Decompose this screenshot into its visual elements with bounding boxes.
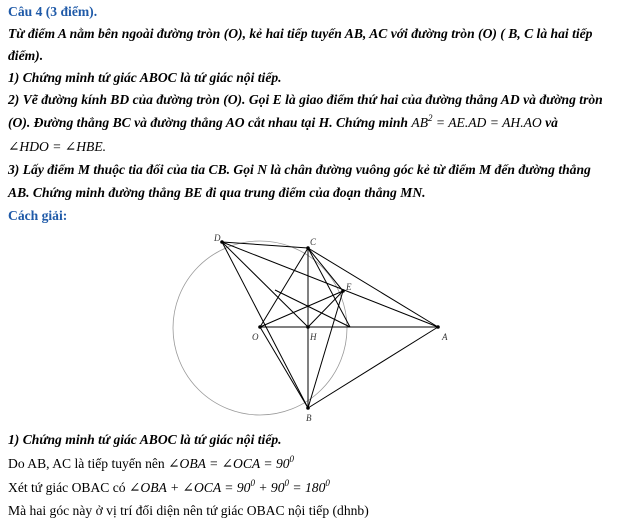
question-1: 1) Chứng minh tứ giác ABOC là tứ giác nội tiếp. [8, 70, 282, 85]
figure-points [220, 240, 440, 410]
label-c: C [310, 237, 317, 247]
point-h [306, 325, 310, 329]
question-3-line-1: 3) Lấy điểm M thuộc tia đối của tia CB. Gọi N là chân đường vuông góc kẻ từ điểm M đến đường thẳng [8, 162, 591, 177]
question-2-line-3: ∠HDO = ∠HBE. [8, 139, 107, 154]
problem-title: Câu 4 (3 điểm). [8, 4, 98, 19]
segment-oe [260, 291, 343, 327]
formula-sum-part-1: ∠OBA + ∠OCA = 90 [129, 480, 251, 495]
question-3-line-2: AB. Chứng minh đường thẳng BE đi qua trung điểm của đoạn thẳng MN. [8, 185, 426, 200]
intro-line-1: Từ điểm A nằm bên ngoài đường tròn (O), kẻ hai tiếp tuyến AB, AC với đường tròn (O) ( B, C là hai tiếp [8, 26, 593, 41]
label-h: H [310, 332, 317, 342]
formula-angles: ∠OBA = ∠OCA = 90 [168, 456, 290, 471]
point-d [220, 240, 224, 244]
intro-line-2: điểm). [8, 48, 44, 63]
solution-1-line-3: Mà hai góc này ở vị trí đối diện nên tứ giác OBAC nội tiếp (dhnb) [8, 503, 369, 518]
segment-ce [308, 248, 343, 291]
segment-c-oa [308, 248, 350, 327]
label-b: B [306, 413, 312, 423]
solution-1-line-2 [8, 480, 330, 496]
label-o: O [252, 332, 259, 342]
point-o [258, 325, 262, 329]
label-a: A [442, 332, 448, 342]
solution-1-text-2: Xét tứ giác OBAC có [8, 480, 126, 495]
geometry-figure [150, 230, 470, 425]
question-2-text: (O). Đường thẳng BC và đường thẳng AO cắt nhau tại H. Chứng minh [8, 115, 408, 130]
formula-sum-part-2: + 90 [254, 480, 285, 495]
degree-mark: 0 [289, 454, 295, 464]
solution-1-heading: 1) Chứng minh tứ giác ABOC là tứ giác nội tiếp. [8, 432, 282, 447]
question-2-line-2 [8, 115, 558, 131]
solution-heading: Cách giải: [8, 208, 68, 223]
formula-ab-squared [411, 115, 541, 130]
degree-mark-3: 0 [325, 478, 330, 488]
formula-rest: = AE.AD = AH.AO [432, 115, 542, 130]
formula-sum-part-3: = 180 [289, 480, 326, 495]
solution-1-line-1 [8, 456, 294, 472]
label-d: D [214, 233, 221, 243]
degree-mark-1: 0 [250, 478, 255, 488]
formula-ab: AB [411, 115, 429, 130]
line-ad [222, 242, 438, 327]
formula-angles-90 [168, 456, 294, 471]
label-e: E [346, 282, 352, 292]
formula-exponent: 2 [428, 113, 433, 123]
segment-ob [260, 327, 308, 408]
point-b [306, 406, 310, 410]
formula-angle-sum [129, 480, 330, 495]
tangent-ab [308, 327, 438, 408]
question-2-line-1: 2) Vẽ đường kính BD của đường tròn (O). Gọi E là giao điểm thứ hai của đường thẳng AD và đường tròn [8, 92, 603, 107]
point-a [436, 325, 440, 329]
segment-dh [222, 242, 308, 327]
solution-1-text-1: Do AB, AC là tiếp tuyến nên [8, 456, 165, 471]
figure-lines [222, 242, 438, 408]
point-e [341, 289, 345, 293]
degree-mark-2: 0 [284, 478, 290, 488]
conjunction-and: và [545, 115, 558, 130]
tangent-ac [308, 248, 438, 327]
